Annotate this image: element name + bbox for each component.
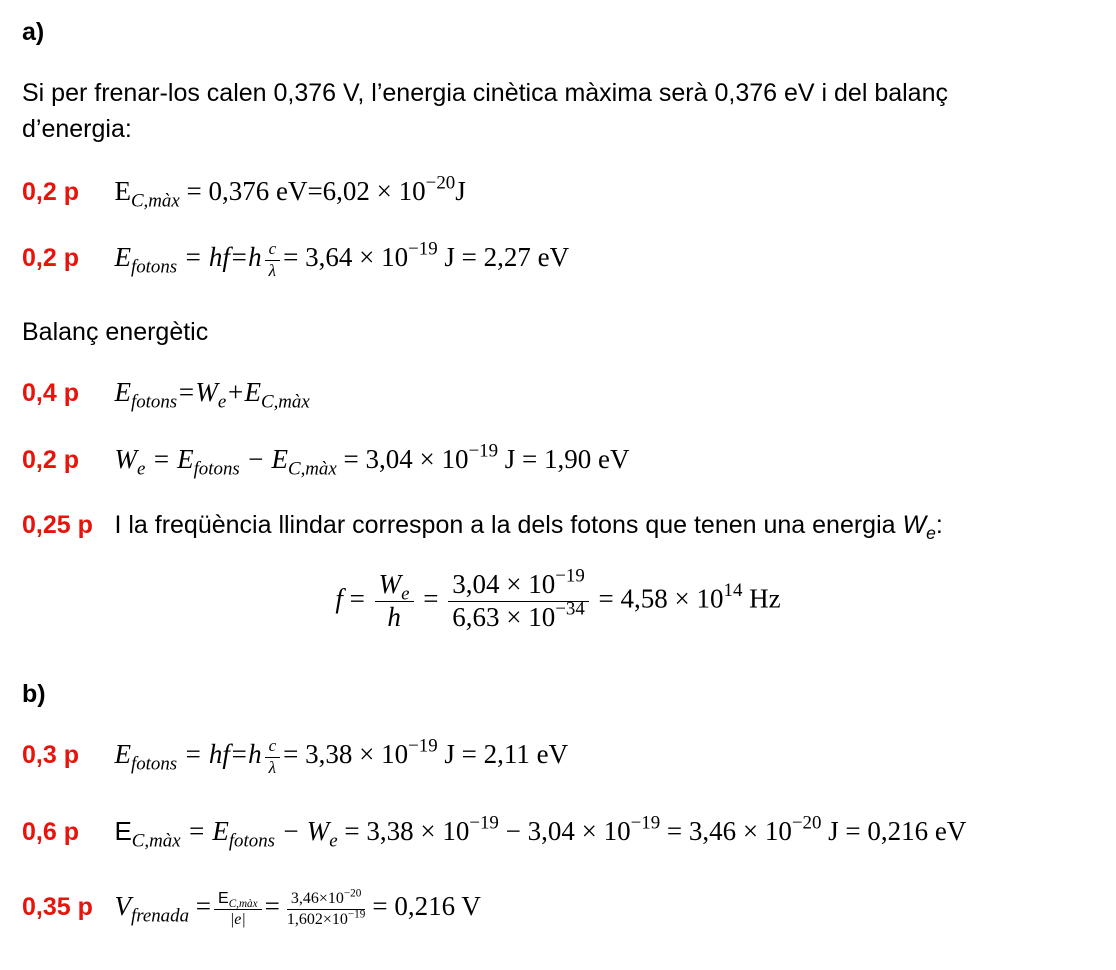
equation-text: $E_{fotons}=W_e+E_{C,màx}$: [114, 377, 310, 413]
equation-b1: [22, 737, 568, 777]
points-label: 0,2 p: [22, 244, 79, 273]
equation-text: $E_{fotons} = hf=h$ $\frac{c}{\lambda}$ = $3,64 \times 10^{-19}$ J = 2,27 eV: [114, 239, 570, 280]
frequency-equation: f = $\frac{W_e}{h}$ = $\frac{3,04 \times 10^{-19}}{6,63 \times 10^{-34}}$ = $4,58 \times 10^{14}$ Hz: [335, 565, 781, 632]
equation-b2: [22, 812, 967, 852]
equation-a5: [22, 511, 943, 544]
equation-text: $E_{fotons} = hf=h$ $\frac{c}{\lambda}$ = $3,38 \times 10^{-19}$ J = 2,11 eV: [114, 736, 569, 777]
points-label: 0,4 p: [22, 379, 79, 407]
points-label: 0,25 p: [22, 511, 93, 539]
equation-text: $W_e = E_{fotons} - E_{C,màx} = 3,04 \times 10^{-19}$ J = 1,90 eV: [114, 440, 630, 480]
points-label: 0,3 p: [22, 741, 79, 770]
equation-a3: [22, 377, 310, 413]
points-label: 0,2 p: [22, 446, 79, 474]
equation-text: $E_{C,màx} = 0,376$ $eV=6,02 \times 10^{-20}J$: [114, 172, 466, 212]
intro-line-1: Si per frenar-los calen 0,376 V, l’energia cinètica màxima serà 0,376 eV i del balanç: [22, 79, 948, 107]
equation-a4: [22, 440, 630, 480]
equation-a1: [22, 172, 466, 212]
equation-text: $V_{frenada}$ = $\frac{E_{C,màx}}{|e|}$ = $\frac{3,46\times 10^{-20}}{1,602\times 10^{-19}}$ = 0,216 V: [114, 887, 481, 928]
intro-line-2: d’energia:: [22, 115, 132, 143]
equation-text: $E_{C,màx} = E_{fotons} - W_e = 3,38 \times 10^{-19} - 3,04 \times 10^{-19} = 3,46 \times 10^{-20}$ J = 0,216 eV: [114, 812, 967, 852]
points-label: 0,6 p: [22, 818, 79, 846]
points-label: 0,35 p: [22, 893, 93, 922]
equation-b3: [22, 887, 481, 928]
balance-label: Balanç energètic: [22, 318, 209, 346]
threshold-text: I la freqüència llindar correspon a la dels fotons que tenen una energia $W_e$:: [114, 511, 943, 544]
equation-a2: [22, 240, 569, 280]
points-label: 0,2 p: [22, 178, 79, 206]
section-a-heading: a): [22, 18, 45, 46]
section-b-heading: b): [22, 680, 46, 708]
